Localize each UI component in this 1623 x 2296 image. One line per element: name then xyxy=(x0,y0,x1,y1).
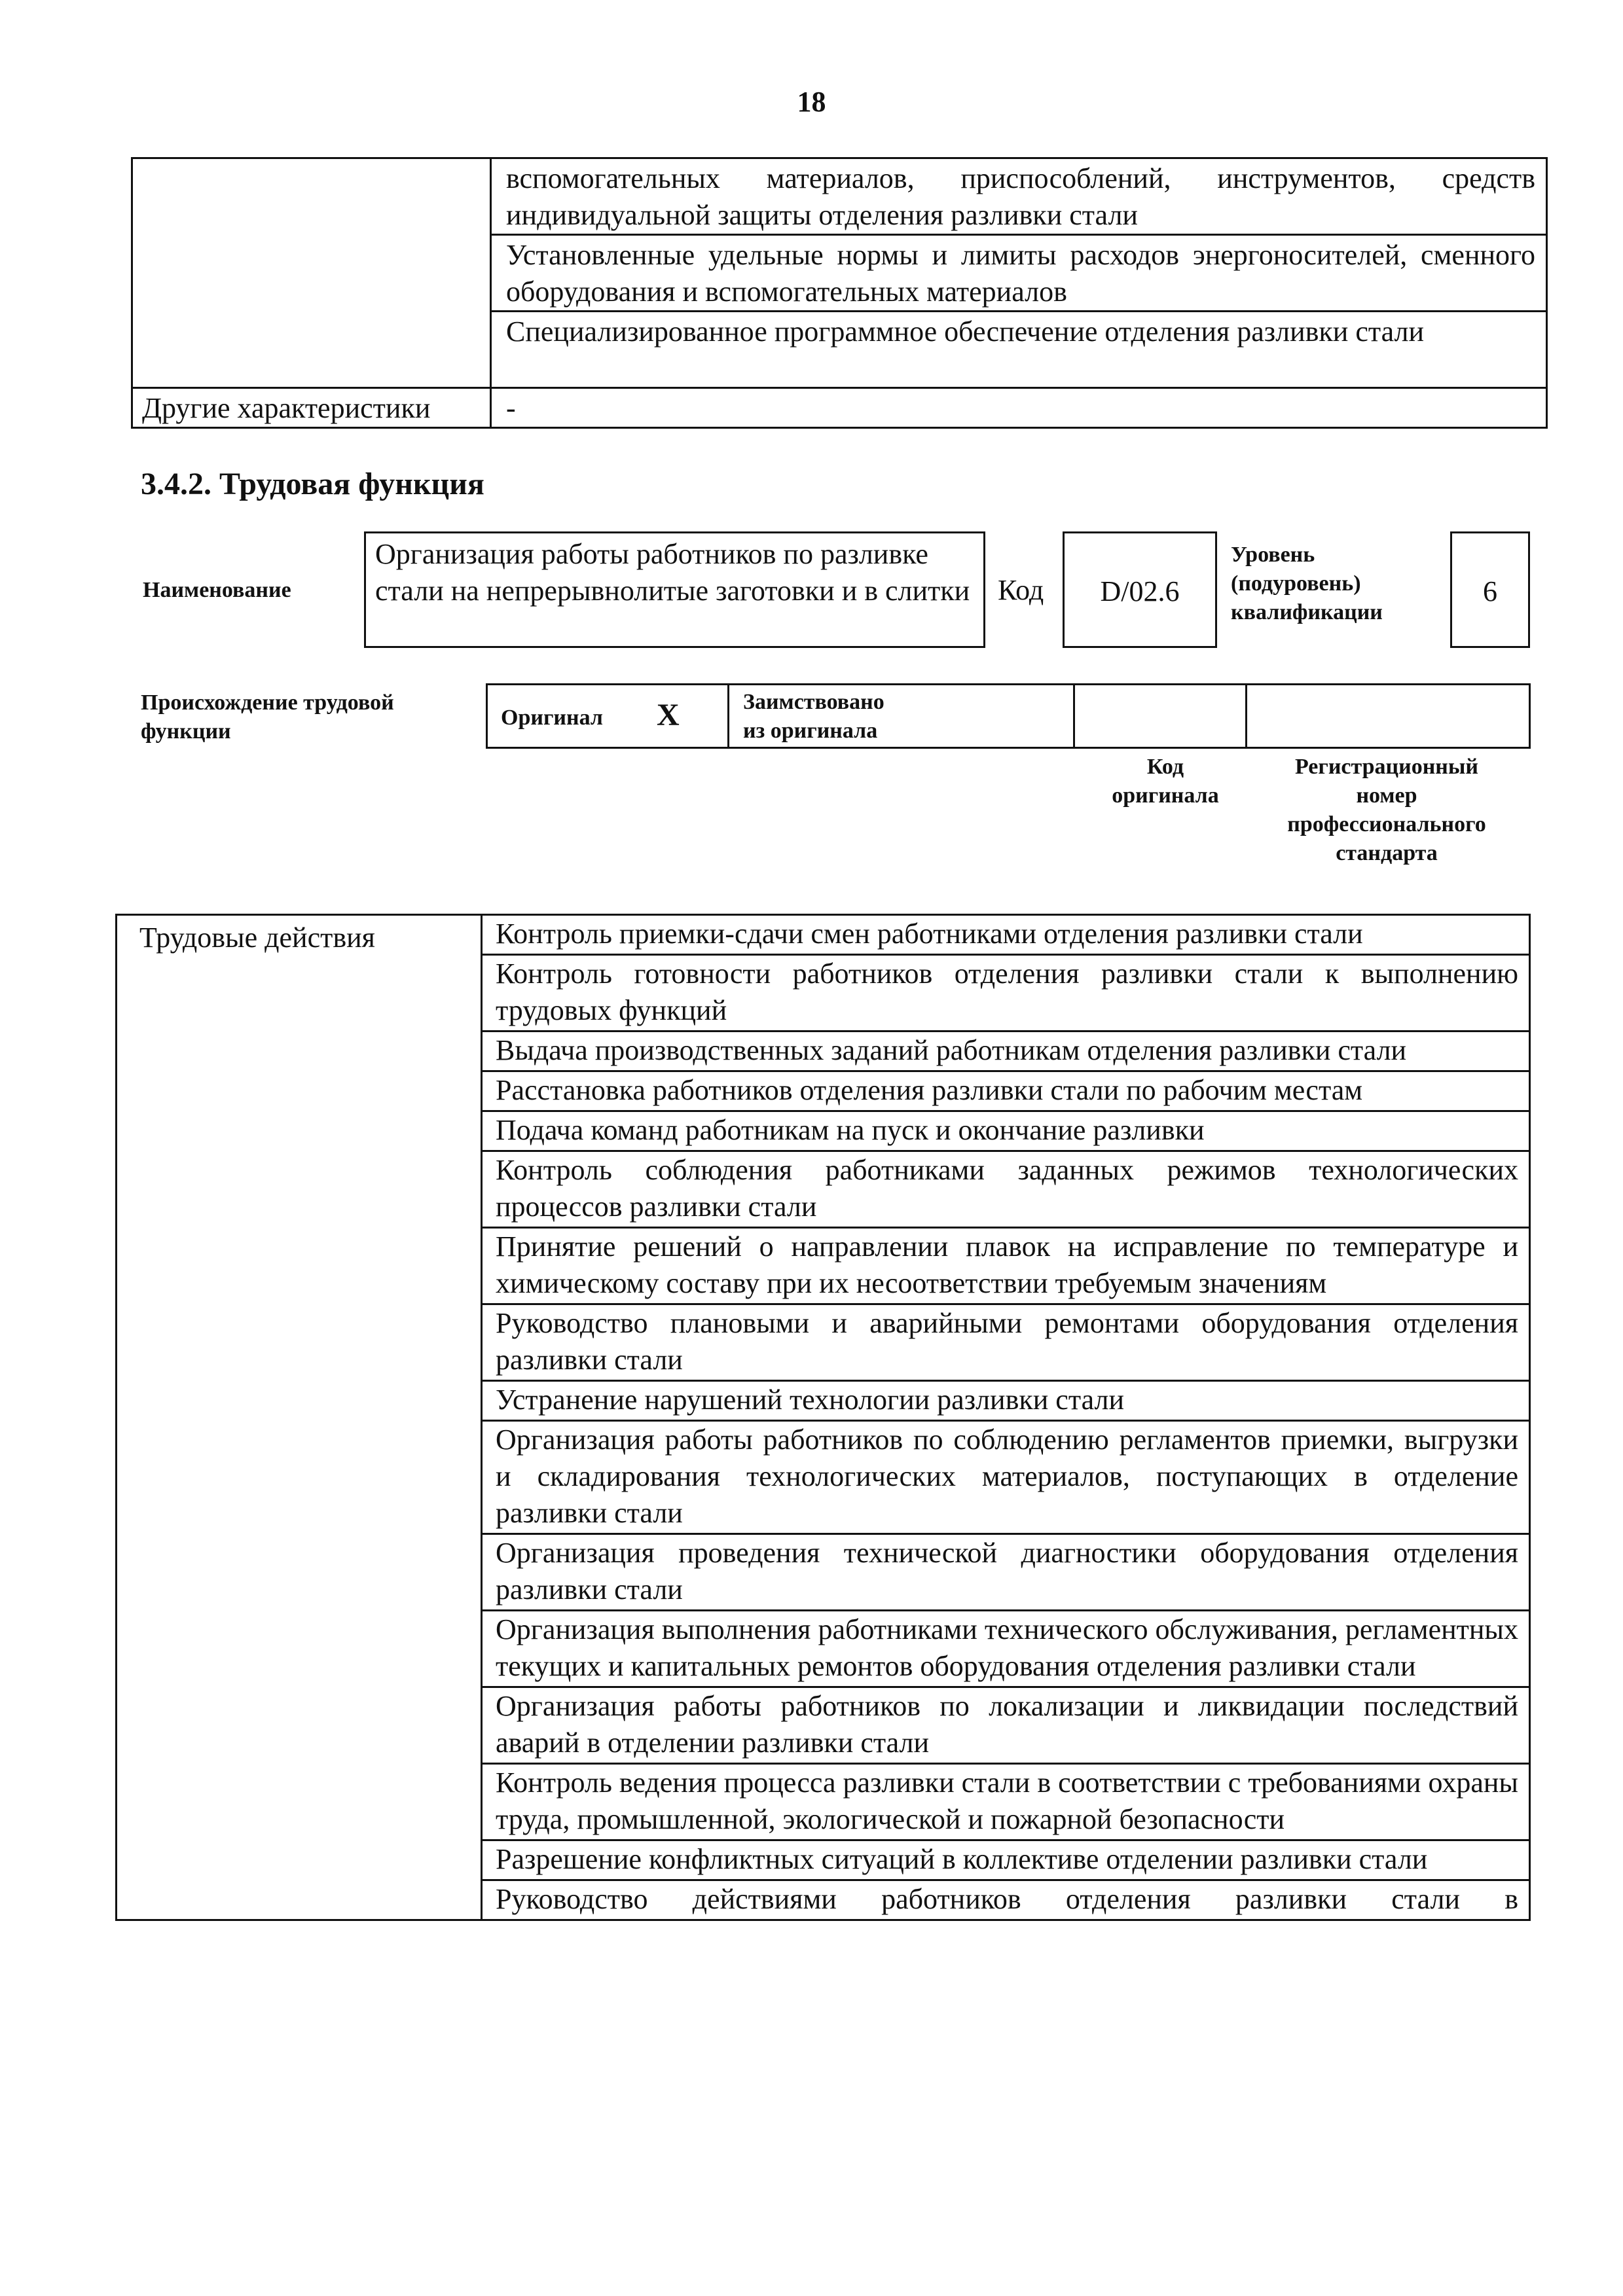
name-label: Наименование xyxy=(143,578,291,602)
list-item: Контроль готовности работников отделения разливки стали к выполнению трудовых функций xyxy=(482,955,1530,1031)
borrowed-label: Заимствовано из оригинала xyxy=(743,690,884,743)
table-row xyxy=(117,915,1530,955)
list-item: Руководство плановыми и аварийными ремонтами оборудования отделения разливки стали xyxy=(482,1304,1530,1381)
page-number: 18 xyxy=(797,86,826,118)
list-item: Организация работы работников по локализации и ликвидации последствий аварий в отделении разливки стали xyxy=(482,1687,1530,1764)
level-value: 6 xyxy=(1483,575,1497,607)
original-mark: X xyxy=(657,698,680,732)
list-item: Руководство действиями работников отделения разливки стали в xyxy=(482,1880,1530,1920)
section-title: 3.4.2. Трудовая функция xyxy=(141,467,484,501)
actions-label: Трудовые действия xyxy=(117,915,482,1920)
list-item: Контроль ведения процесса разливки стали в соответствии с требованиями охраны труда, промышленной, экологической и пожарной безопасности xyxy=(482,1764,1530,1840)
code-value-box xyxy=(1063,531,1217,648)
level-value-box xyxy=(1450,531,1530,648)
list-item: Организация выполнения работниками технического обслуживания, регламентных текущих и капитальных ремонтов оборудования отделения разливки стали xyxy=(482,1611,1530,1687)
table-cell-label xyxy=(132,158,491,388)
table-row xyxy=(132,158,1547,235)
list-item: Выдача производственных заданий работникам отделения разливки стали xyxy=(482,1031,1530,1071)
table-cell-text: Специализированное программное обеспечение отделения разливки стали xyxy=(491,312,1547,388)
list-item: Организация проведения технической диагностики оборудования отделения разливки стали xyxy=(482,1534,1530,1611)
list-item: Разрешение конфликтных ситуаций в коллективе отделении разливки стали xyxy=(482,1840,1530,1880)
list-item: Организация работы работников по соблюдению регламентов приемки, выгрузки и складирования технологических материалов, поступающих в отделение разливки стали xyxy=(482,1421,1530,1534)
function-name-box xyxy=(364,531,985,648)
list-item: Контроль приемки-сдачи смен работниками отделения разливки стали xyxy=(482,915,1530,955)
function-name-value: Организация работы работников по разливке стали на непрерывнолитые заготовки и в слитки xyxy=(375,538,970,607)
list-item: Принятие решений о направлении плавок на исправление по температуре и химическому составу при их несоответствии требуемым значениям xyxy=(482,1228,1530,1304)
labor-actions-table xyxy=(115,914,1531,1921)
origin-box xyxy=(486,683,1531,749)
table-cell-text: вспомогательных материалов, приспособлений, инструментов, средств индивидуальной защиты отделения разливки стали xyxy=(491,158,1547,235)
level-label: Уровень (подуровень) квалификации xyxy=(1231,543,1383,624)
table-cell-text: Установленные удельные нормы и лимиты расходов энергоносителей, сменного оборудования и вспомогательных материалов xyxy=(491,235,1547,312)
original-label: Оригинал xyxy=(501,706,603,730)
code-label: Код xyxy=(998,574,1044,606)
table-row xyxy=(132,388,1547,428)
list-item: Контроль соблюдения работниками заданных режимов технологических процессов разливки стали xyxy=(482,1151,1530,1228)
requirements-table xyxy=(131,157,1548,429)
list-item: Расстановка работников отделения разливки стали по рабочим местам xyxy=(482,1071,1530,1111)
reg-caption: Регистрационный номер профессионального стандарта xyxy=(1287,755,1486,865)
origin-label: Происхождение трудовой функции xyxy=(141,691,394,744)
code-value: D/02.6 xyxy=(1100,575,1180,607)
code-caption: Код оригинала xyxy=(1112,755,1219,808)
list-item: Подача команд работникам на пуск и окончание разливки xyxy=(482,1111,1530,1151)
list-item: Устранение нарушений технологии разливки стали xyxy=(482,1381,1530,1421)
table-cell-text: - xyxy=(491,388,1547,428)
original-cell xyxy=(488,685,729,747)
table-cell-label: Другие характеристики xyxy=(132,388,491,428)
original-code-cell xyxy=(1073,685,1247,747)
